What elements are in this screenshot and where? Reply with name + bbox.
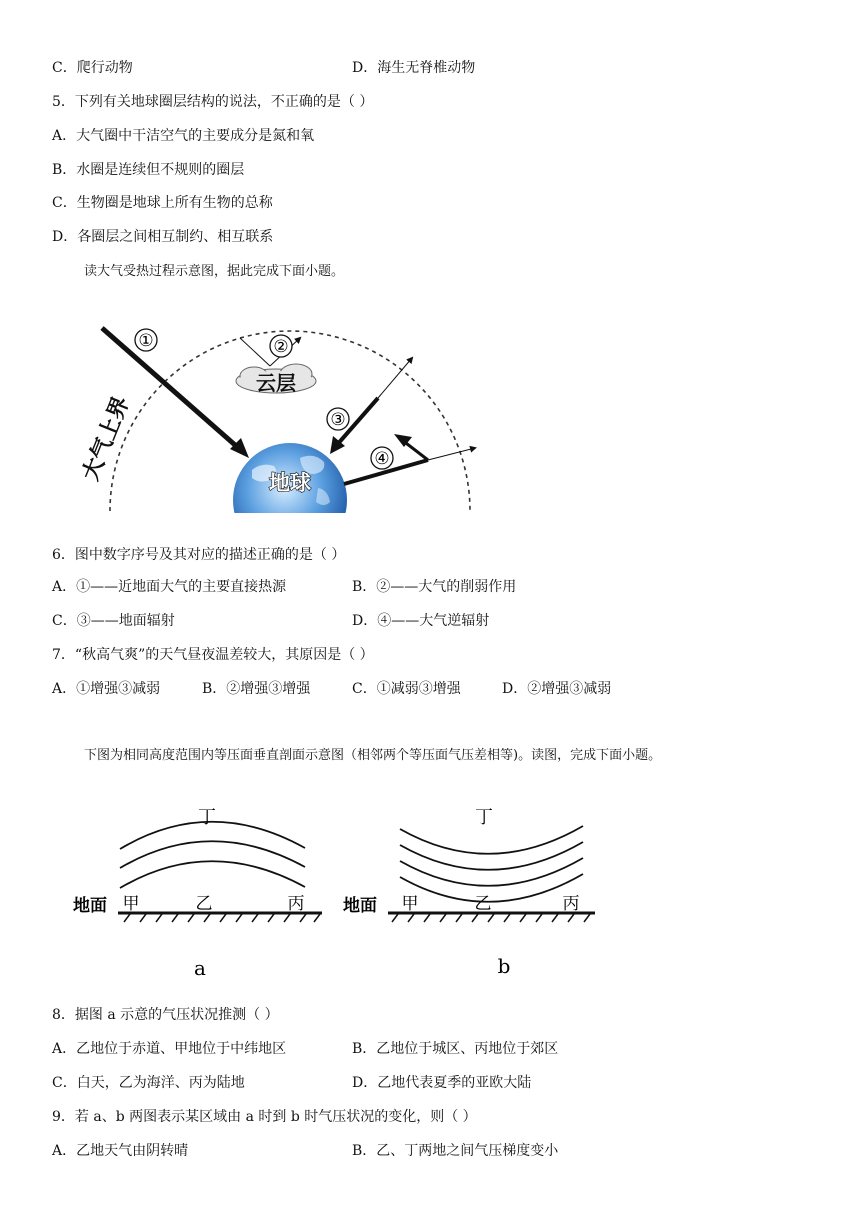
- q4-option-c: C．爬行动物: [52, 60, 133, 76]
- q4-option-d: D．海生无脊椎动物: [352, 60, 476, 76]
- atmospheric-heating-diagram: [60, 318, 490, 513]
- a-bing: 丙: [287, 894, 305, 914]
- label-4: ④: [374, 449, 390, 469]
- q6-option-b: B．②——大气的削弱作用: [352, 579, 517, 595]
- q9-option-b: B．乙、丁两地之间气压梯度变小: [352, 1143, 559, 1159]
- q5-stem: 5．下列有关地球圈层结构的说法，不正确的是（ ）: [52, 94, 374, 110]
- q6-option-c: C．③——地面辐射: [52, 613, 175, 629]
- q5-option-d: D．各圈层之间相互制约、相互联系: [52, 229, 274, 245]
- boundary-label: 大气上界: [78, 393, 135, 485]
- q8-stem: 8．据图 a 示意的气压状况推测（ ）: [52, 1007, 279, 1023]
- b-ground-label: 地面: [343, 896, 377, 916]
- q6-option-d: D．④——大气逆辐射: [352, 613, 490, 629]
- q5-option-b: B．水圈是连续但不规则的圈层: [52, 162, 245, 178]
- q7-option-b: B．②增强③增强: [202, 681, 311, 697]
- q7-stem: 7．“秋高气爽”的天气昼夜温差较大，其原因是（ ）: [52, 647, 374, 663]
- q8-option-c: C．白天，乙为海洋、丙为陆地: [52, 1075, 245, 1091]
- q6-stem: 6．图中数字序号及其对应的描述正确的是（ ）: [52, 547, 346, 563]
- q9-stem: 9．若 a、b 两图表示某区域由 a 时到 b 时气压状况的变化，则（ ）: [52, 1109, 477, 1125]
- a-caption: a: [194, 956, 206, 980]
- a-ding: 丁: [198, 807, 216, 828]
- q7-option-d: D．②增强③减弱: [502, 681, 612, 697]
- intro-heating-diagram: 读大气受热过程示意图，据此完成下面小题。: [84, 264, 345, 279]
- intro-isobar-diagram: 下图为相同高度范围内等压面垂直剖面示意图（相邻两个等压面气压差相等)。读图，完成下面小题。: [84, 748, 662, 763]
- a-yi: 乙: [195, 894, 213, 914]
- b-caption: b: [497, 954, 511, 978]
- q7-option-a: A．①增强③减弱: [52, 681, 161, 697]
- q5-option-a: A．大气圈中干洁空气的主要成分是氮和氧: [52, 128, 315, 144]
- earth-label: 地球: [269, 471, 311, 495]
- label-2: ②: [273, 337, 289, 357]
- b-bing: 丙: [562, 894, 580, 914]
- q9-option-a: A．乙地天气由阴转晴: [52, 1143, 189, 1159]
- label-1: ①: [138, 331, 154, 351]
- b-yi: 乙: [474, 894, 492, 914]
- q6-option-a: A．①——近地面大气的主要直接热源: [52, 579, 287, 595]
- a-jia: 甲: [122, 894, 140, 914]
- q8-option-b: B．乙地位于城区、丙地位于郊区: [352, 1041, 559, 1057]
- b-ding: 丁: [475, 807, 493, 828]
- q5-option-c: C．生物圈是地球上所有生物的总称: [52, 195, 273, 211]
- cloud-label: 云层: [256, 371, 296, 395]
- label-3: ③: [330, 410, 346, 430]
- q8-option-a: A．乙地位于赤道、甲地位于中纬地区: [52, 1041, 287, 1057]
- q8-option-d: D．乙地代表夏季的亚欧大陆: [352, 1075, 532, 1091]
- isobar-diagrams: [60, 795, 620, 985]
- a-ground-label: 地面: [73, 896, 107, 916]
- q7-option-c: C．①减弱③增强: [352, 681, 461, 697]
- b-jia: 甲: [401, 894, 419, 914]
